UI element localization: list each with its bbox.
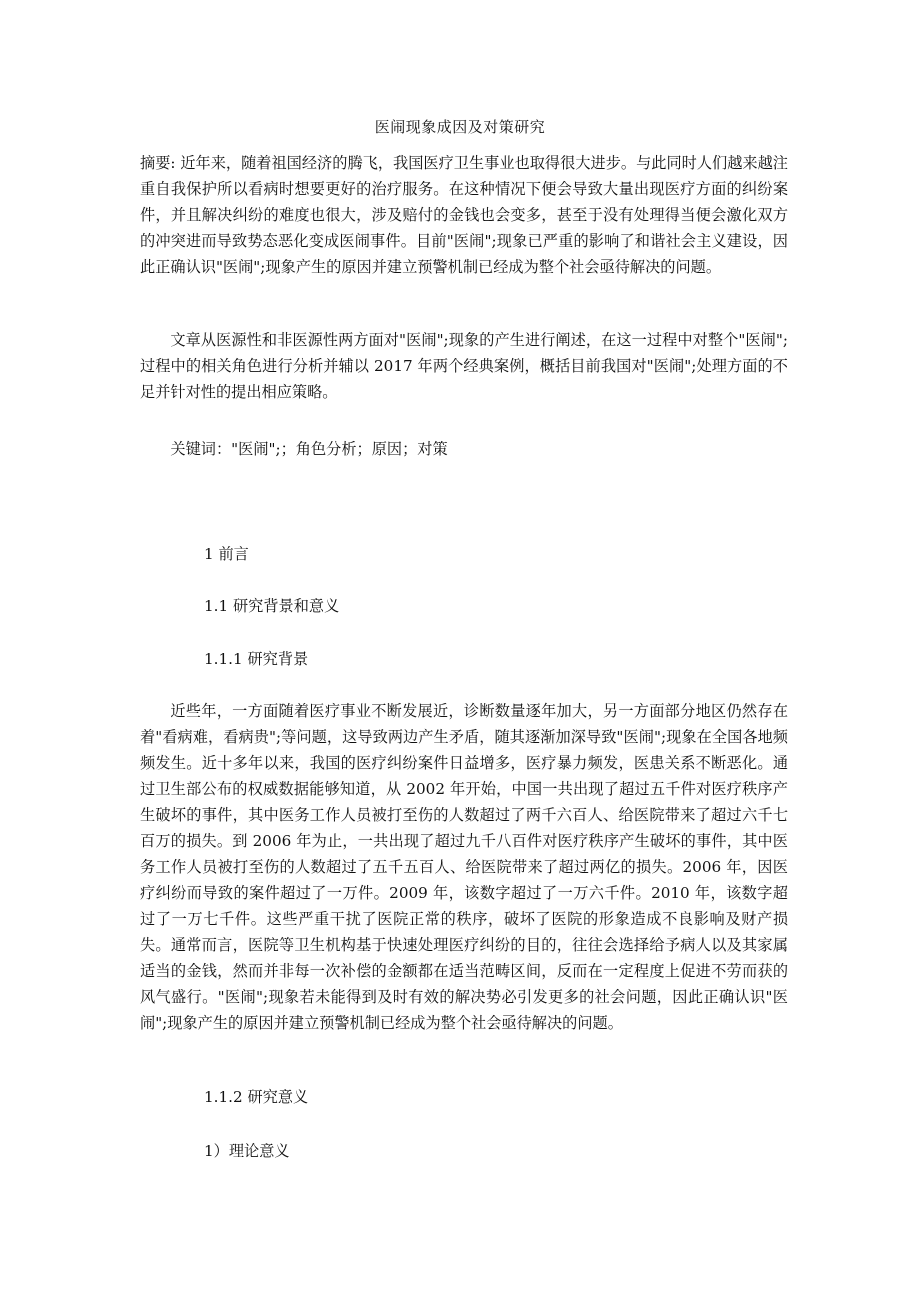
section-heading-meaning: 1.1.2 研究意义 (204, 1088, 309, 1106)
keywords-line: 关键词："医闹";；角色分析；原因；对策 (170, 440, 448, 458)
background-paragraph: 近些年，一方面随着医疗事业不断发展近，诊断数量逐年加大，另一方面部分地区仍然存在着"看病难，看病贵";等问题，这导致两边产生矛盾，随其逐渐加深导致"医闹";现象在全国各地频频发生。近十多年以来，我国的医疗纠纷案件日益增多，医疗暴力频发，医患关系不断恶化。通过卫生部公布的权威数据能够知道，从 2002 年开始，中国一共出现了超过五千件对医疗秩序产生破坏的事件，其中医务工作人员被打至伤的人数超过了两千六百人、给医院带来了超过六千七百万的损失。到 2006 年为止，一共出现了超过九千八百件对医疗秩序产生破坏的事件，其中医务工作人员被打至伤的人数超过了五千五百人、给医院带来了超过两亿的损失。2006 年，因医疗纠纷而导致的案件超过了一万件。2009 年，该数字超过了一万六千件。2010 年，该数字超过了一万七千件。这些严重干扰了医院正常的秩序，破坏了医院的形象造成不良影响及财产损失。通常而言，医院等卫生机构基于快速处理医疗纠纷的目的，往往会选择给予病人以及其家属适当的金钱，然而并非每一次补偿的金额都在适当范畴区间，反而在一定程度上促进不劳而获的风气盛行。"医闹";现象若未能得到及时有效的解决势必引发更多的社会问题，因此正确认识"医闹";现象产生的原因并建立预警机制已经成为整个社会亟待解决的问题。 (140, 702, 788, 1032)
document-title: 医闹现象成因及对策研究 (374, 118, 546, 136)
section-heading-preface: 1 前言 (204, 545, 249, 563)
section-heading-background: 1.1.1 研究背景 (204, 650, 309, 668)
article-scope-paragraph: 文章从医源性和非医源性两方面对"医闹";现象的产生进行阐述，在这一过程中对整个"医闹";过程中的相关角色进行分析并辅以 2017 年两个经典案例，概括目前我国对"医闹";处理方面的不足并针对性的提出相应策略。 (140, 331, 788, 401)
section-heading-theory: 1）理论意义 (204, 1142, 290, 1160)
section-heading-background-meaning: 1.1 研究背景和意义 (204, 597, 340, 615)
abstract-paragraph: 摘要: 近年来，随着祖国经济的腾飞，我国医疗卫生事业也取得很大进步。与此同时人们越来越注重自我保护所以看病时想要更好的治疗服务。在这种情况下便会导致大量出现医疗方面的纠纷案件，并且解决纠纷的难度也很大，涉及赔付的金钱也会变多，甚至于没有处理得当便会激化双方的冲突进而导致势态恶化变成医闹事件。目前"医闹";现象已严重的影响了和谐社会主义建设，因此正确认识"医闹";现象产生的原因并建立预警机制已经成为整个社会亟待解决的问题。 (140, 154, 788, 276)
